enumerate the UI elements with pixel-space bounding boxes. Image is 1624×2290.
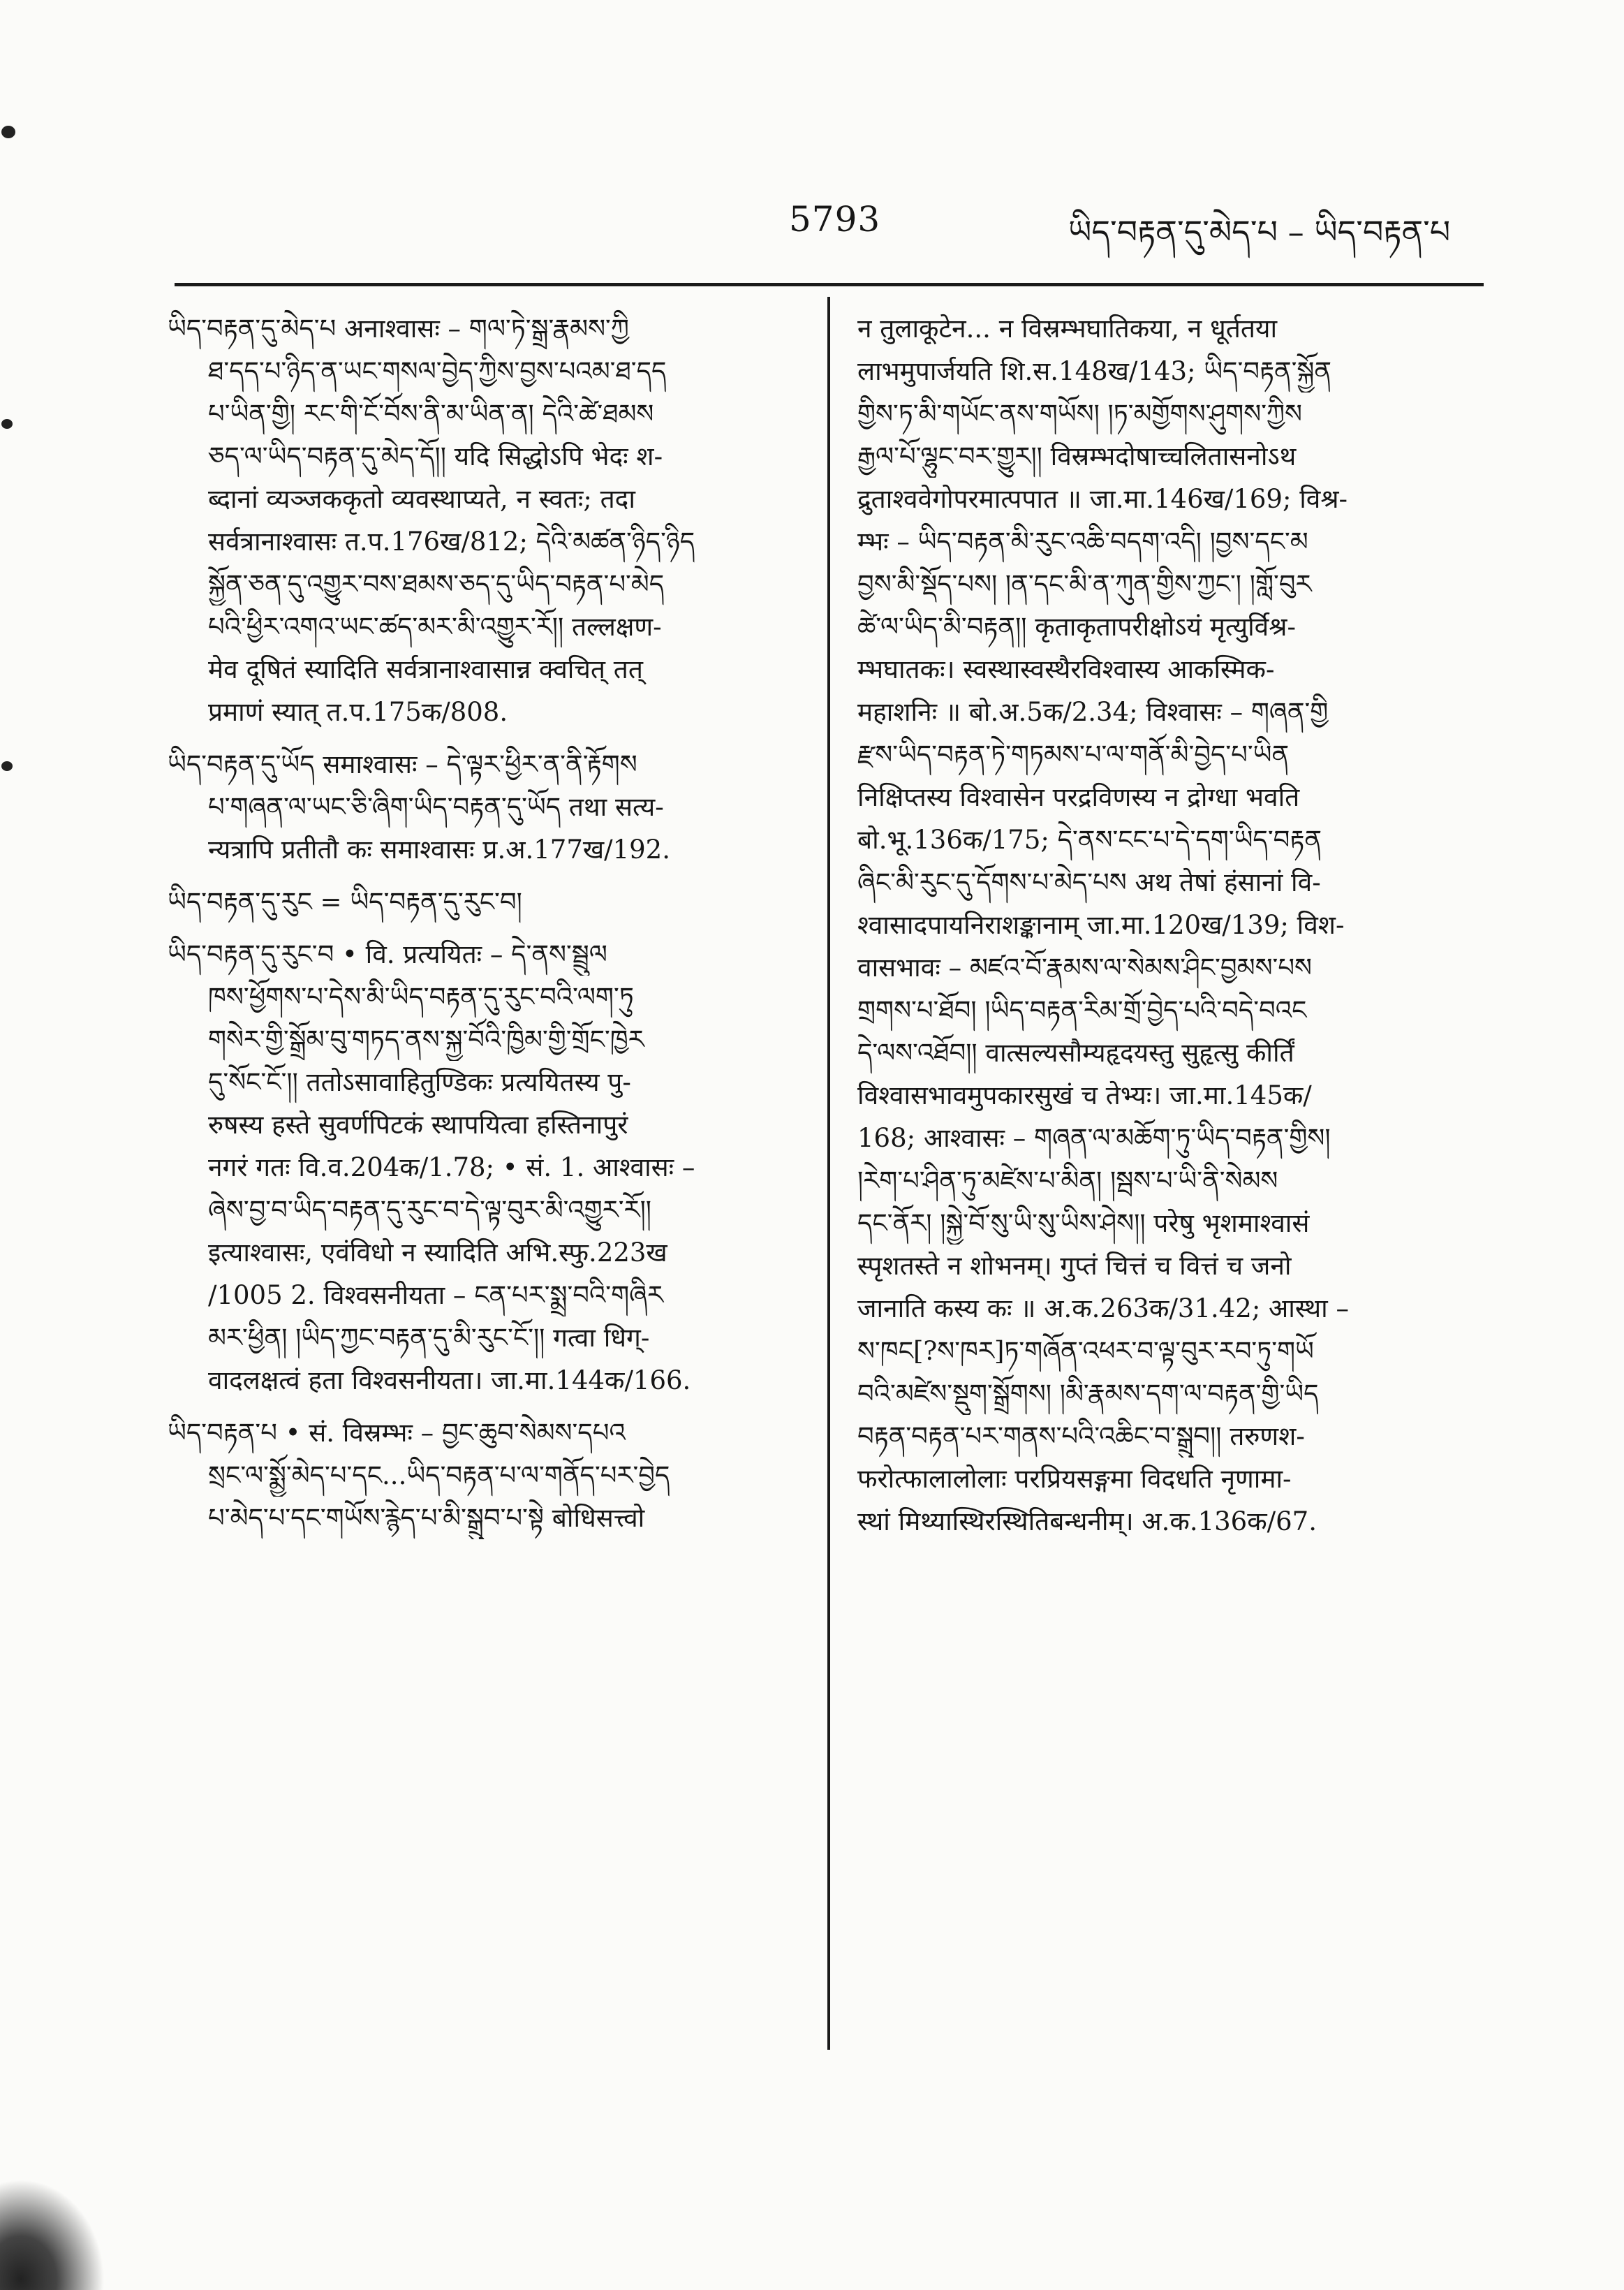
entry-line: इत्याश्वासः, एवंविधो न स्यादिति अभि.स्फु.223ख	[208, 1238, 667, 1268]
entry-line: དུ་སོང་ངོ་།། ततोऽसावाहितुण्डिकः प्रत्ययितस्य पु-	[208, 1067, 631, 1097]
entry-line: དང་ནོར། །སྐྱེ་བོ་སུ་ཡི་སུ་ཡིས་ཤེས།། परेषु भृशमाश्वासं	[857, 1208, 1310, 1238]
running-head: ཡིད་བརྟན་དུ་མེད་པ – ཡིད་བརྟན་པ	[1068, 213, 1451, 251]
entry-line: རྫས་ཡིད་བརྟན་ཏེ་གཏམས་པ་ལ་གནོ་མི་བྱེད་པ་ཡིན	[857, 740, 1290, 770]
entry-line: ཚེ་ལ་ཡིད་མི་བརྟན།། कृताकृतापरीक्षोऽयं मृत्युर्विश्र-	[857, 612, 1296, 642]
column-rule	[827, 297, 830, 2050]
top-rule	[175, 283, 1484, 286]
entry-line: ཡིད་བརྟན་དུ་རུང = ཡིད་བརྟན་དུ་རུང་བ།	[168, 887, 522, 917]
entry-line: वासभावः – མཛའ་བོ་རྣམས་ལ་སེམས་ཤིང་བྱམས་པས	[857, 953, 1313, 983]
entry-line: གྱིས་ཏ་མི་གཡོང་ནས་གཡོས། །ཏ་མགྱོགས་ཤུགས་ཀྱིས	[857, 399, 1302, 429]
entry-line: रुषस्य हस्ते सुवर्णपिटकं स्थापयित्वा हस्तिनापुरं	[208, 1110, 628, 1140]
entry-line: པ་ཡིན་གྱི། རང་གི་ངོ་བོས་ནི་མ་ཡིན་ན། དེའི་ཚེ་ཐམས	[208, 399, 654, 429]
entry-line: वादलक्षत्वं हता विश्वसनीयता। जा.मा.144क/166.	[208, 1365, 691, 1395]
entry-line: པ་གཞན་ལ་ཡང་ཅི་ཞིག་ཡིད་བརྟན་དུ་ཡོད तथा सत्य-	[208, 792, 664, 822]
corner-smudge	[0, 2179, 105, 2290]
entry-line: ཁས་ཕྱོགས་པ་དེས་མི་ཡིད་བརྟན་དུ་རུང་བའི་ལག་ཏུ	[208, 982, 634, 1012]
entry-line: प्रमाणं स्यात् त.प.175क/808.	[208, 697, 508, 727]
entry-line: सर्वत्रानाश्वासः त.प.176ख/812; དེའི་མཚན་ཉིད་ཉིད	[208, 527, 695, 557]
entry-line: द्रुताश्ववेगोपरमात्पपात ॥ जा.मा.146ख/169; विश्र-	[857, 484, 1348, 514]
entry-line: མར་ཕྱིན། །ཡིད་ཀྱང་བརྟན་དུ་མི་རུང་ངོ་།། गत्वा धिग्-	[208, 1323, 650, 1353]
entry-line: विश्वासभावमुपकारसुखं च तेभ्यः। जा.मा.145क/	[857, 1080, 1312, 1110]
entry-line: 168; आश्वासः – གཞན་ལ་མཆོག་ཏུ་ཡིད་བརྟན་གྱིས།	[857, 1123, 1331, 1153]
entry-line: སྲང་ལ་སྨྱོ་མེད་པ་དང...ཡིད་བརྟན་པ་ལ་གནོད་པར་བྱེད	[208, 1460, 670, 1490]
margin-mark	[1, 419, 13, 429]
dictionary-entry	[168, 1411, 806, 1539]
entry-line: न तुलाकूटेन... न विस्रम्भघातिकया, न धूर्ततया	[857, 314, 1278, 344]
right-column	[857, 307, 1503, 2053]
entry-line: བའི་མཛེས་སྡུག་སྒྲོགས། །མི་རྣམས་དག་ལ་བརྟན་གྱི་ཡིད	[857, 1379, 1319, 1409]
dictionary-entry	[857, 307, 1503, 1543]
entry-line: བྱས་མི་སྡོད་པས། །ན་དང་མི་ན་ཀུན་གྱིས་ཀྱང་། །གློ་བུར	[857, 569, 1312, 599]
entry-line: པའི་ཕྱིར་འགའ་ཡང་ཚད་མར་མི་འགྱུར་རོ།། तल्लक्षण-	[208, 612, 662, 642]
entry-line: निक्षिप्तस्य विश्वासेन परद्रविणस्य न द्रोग्धा भवति	[857, 782, 1300, 812]
margin-mark	[1, 126, 15, 138]
page-number: 5793	[789, 199, 881, 240]
dictionary-entry	[168, 933, 806, 1402]
entry-line: ས་ཁང[?ས་ཁར]ཏ་གཞོན་འཕར་བ་ལྟ་བུར་རབ་ཏུ་གཡོ	[857, 1336, 1314, 1366]
entry-line: म्भघातकः। स्वस्थास्वस्थैरविश्वास्य आकस्मिक-	[857, 654, 1275, 684]
entry-line: जानाति कस्य कः ॥ अ.क.263क/31.42; आस्था –	[857, 1293, 1350, 1323]
entry-line: ཡིད་བརྟན་དུ་མེད་པ अनाश्वासः – གལ་ཏེ་སྒྲ་རྣམས་ཀྱི	[168, 314, 629, 344]
entry-line: ब्दानां व्यञ्जककृतो व्यवस्थाप्यते, न स्वतः; तदा	[208, 484, 635, 514]
entry-line: श्वासादपायनिराशङ्कानाम् जा.मा.120ख/139; विश-	[857, 910, 1345, 940]
entry-line: नगरं गतः वि.व.204क/1.78; • सं. 1. आश्वासः –	[208, 1152, 695, 1182]
entry-line: फरोत्फालालोलाः परप्रियसङ्गमा विदधति नृणामा-	[857, 1464, 1292, 1494]
dictionary-entry	[168, 743, 806, 871]
entry-line: म्भः – ཡིད་བརྟན་མི་རུང་འཆི་བདག་འདི། །བྱས་དང་མ	[857, 527, 1308, 557]
left-column	[168, 307, 806, 2053]
entry-line: དེ་ལས་འཐོབ།། वात्सल्यसौम्यहृदयस्तु सुहृत्सु कीर्तिं	[857, 1038, 1294, 1068]
entry-line: स्थां मिथ्यास्थिरस्थितिबन्धनीम्। अ.क.136क/67.	[857, 1506, 1317, 1536]
entry-line: ཡིད་བརྟན་པ • सं. विस्रम्भः – བྱང་ཆུབ་སེམས་དཔའ	[168, 1418, 626, 1448]
entry-line: ཡིད་བརྟན་དུ་རུང་བ • वि. प्रत्ययितः – དེ་ནས་སྦྲུལ	[168, 939, 607, 969]
entry-line: /1005 2. विश्वसनीयता – ངན་པར་སྨྲ་བའི་གཞིར	[208, 1280, 664, 1310]
entry-line: པ་མེད་པ་དང་གཡོས་རྙེད་པ་མི་སྒྲུབ་པ་སྟེ बोधिसत्त्वो	[208, 1503, 645, 1533]
entry-line: ཞིང་མི་རུང་དུ་དོགས་པ་མེད་པས अथ तेषां हंसानां वि-	[857, 867, 1321, 897]
entry-line: ཞེས་བྱ་བ་ཡིད་བརྟན་དུ་རུང་བ་དེ་ལྟ་བུར་མི་འགྱུར་རོ།།	[208, 1195, 651, 1225]
entry-line: གསེར་གྱི་སྒྲོམ་བུ་གཏད་ནས་སྐྱ་བོའི་ཁྱིམ་གྱི་གྲོང་ཁྱེར	[208, 1025, 644, 1055]
entry-line: བརྟན་བརྟན་པར་གནས་པའི་འཆིང་བ་སྒྲུབ།། तरुणश-	[857, 1421, 1305, 1451]
entry-line: ཡིད་བརྟན་དུ་ཡོད समाश्वासः – དེ་ལྟར་ཕྱིར་ན་ནི་རྟོགས	[168, 749, 637, 779]
entry-line: बो.भू.136क/175; དེ་ནས་ངང་པ་དེ་དག་ཡིད་བརྟན	[857, 825, 1322, 855]
dictionary-entry	[168, 307, 806, 733]
entry-line: །རེག་པ་ཤིན་ཏུ་མཛེས་པ་མིན། །སྦས་པ་ཡི་ནི་སེམས	[857, 1166, 1278, 1196]
entry-line: स्पृशतस्ते न शोभनम्। गुप्तं चित्तं च वित्तं च जनो	[857, 1251, 1292, 1281]
dictionary-entry	[168, 881, 806, 923]
entry-line: महाशनिः ॥ बो.अ.5क/2.34; विश्वासः – གཞན་གྱི	[857, 697, 1329, 727]
margin-mark	[1, 761, 13, 771]
entry-line: གྲགས་པ་ཐོབ། །ཡིད་བརྟན་རིམ་གྲོ་བྱེད་པའི་བདེ་བའང	[857, 995, 1307, 1025]
entry-line: न्यत्रापि प्रतीतौ कः समाश्वासः प्र.अ.177ख/192.	[208, 835, 670, 865]
entry-line: ཐ་དད་པ་ཉིད་ན་ཡང་གསལ་བྱེད་ཀྱིས་བྱས་པའམ་ཐ་དད	[208, 356, 667, 386]
entry-line: སྐྱོན་ཅན་དུ་འགྱུར་བས་ཐམས་ཅད་དུ་ཡིད་བརྟན་པ་མེད	[208, 569, 665, 599]
entry-line: རྒྱལ་པོ་ལྷུང་བར་གྱུར།། विस्रम्भदोषाच्चलितासनोऽथ	[857, 441, 1297, 471]
entry-line: ཅད་ལ་ཡིད་བརྟན་དུ་མེད་དོ།། यदि सिद्धोऽपि भेदः श-	[208, 441, 663, 471]
entry-line: मेव दूषितं स्यादिति सर्वत्रानाश्वासान्न क्वचित् तत्	[208, 654, 643, 684]
entry-line: लाभमुपार्जयति शि.स.148ख/143; ཡིད་བརྟན་སྐྱོན	[857, 356, 1332, 386]
